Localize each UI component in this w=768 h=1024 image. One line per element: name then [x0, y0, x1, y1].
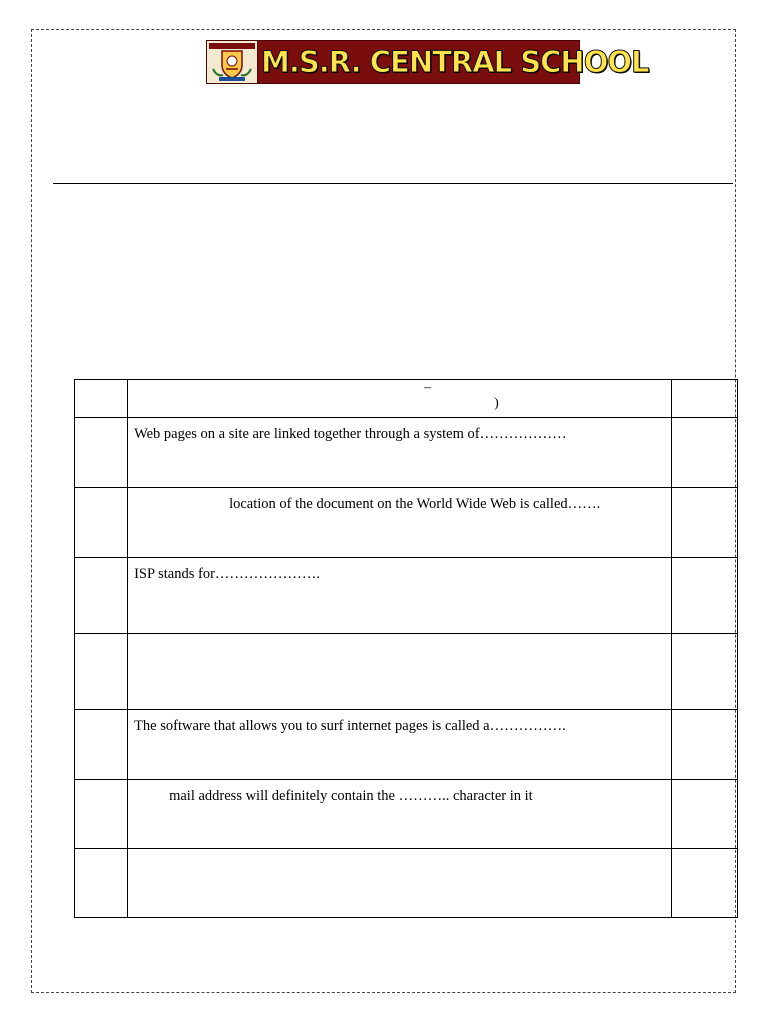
question-number-cell [75, 418, 128, 488]
question-text: ISP stands for…………………. [134, 566, 321, 582]
question-number-cell [75, 634, 128, 710]
marks-cell [671, 710, 737, 780]
question-cell [128, 849, 672, 918]
question-text: The software that allows you to surf internet pages is called a……………. [134, 718, 566, 734]
marks-cell [671, 780, 737, 849]
school-name: M.S.R. CENTRAL SCHOOL [261, 45, 649, 79]
question-text: mail address will definitely contain the ……….. character in it [169, 788, 533, 804]
question-row [75, 418, 738, 488]
marks-cell [671, 558, 737, 634]
school-crest-icon [207, 41, 258, 83]
header-question-cell [128, 380, 672, 418]
question-row [75, 780, 738, 849]
question-table [74, 379, 738, 918]
question-cell [128, 558, 672, 634]
header-dash: – [424, 380, 432, 395]
school-banner [206, 40, 649, 84]
question-text: location of the document on the World Wide Web is called……. [229, 496, 601, 512]
question-text: Web pages on a site are linked together through a system of……………… [134, 426, 567, 442]
horizontal-rule [53, 183, 733, 184]
marks-cell [671, 634, 737, 710]
question-row [75, 849, 738, 918]
marks-cell [671, 849, 737, 918]
table-header-row [75, 380, 738, 418]
header-marks-cell [671, 380, 737, 418]
marks-cell [671, 418, 737, 488]
header-paren: ) [494, 396, 499, 411]
question-number-cell [75, 780, 128, 849]
header-number-cell [75, 380, 128, 418]
marks-cell [671, 488, 737, 558]
question-text [128, 849, 671, 857]
question-row [75, 634, 738, 710]
question-cell [128, 634, 672, 710]
question-number-cell [75, 558, 128, 634]
question-cell [128, 488, 672, 558]
question-cell [128, 780, 672, 849]
question-cell [128, 418, 672, 488]
question-text [128, 634, 671, 642]
question-cell [128, 710, 672, 780]
question-row [75, 710, 738, 780]
question-number-cell [75, 710, 128, 780]
question-number-cell [75, 488, 128, 558]
question-row [75, 488, 738, 558]
question-number-cell [75, 849, 128, 918]
question-row [75, 558, 738, 634]
